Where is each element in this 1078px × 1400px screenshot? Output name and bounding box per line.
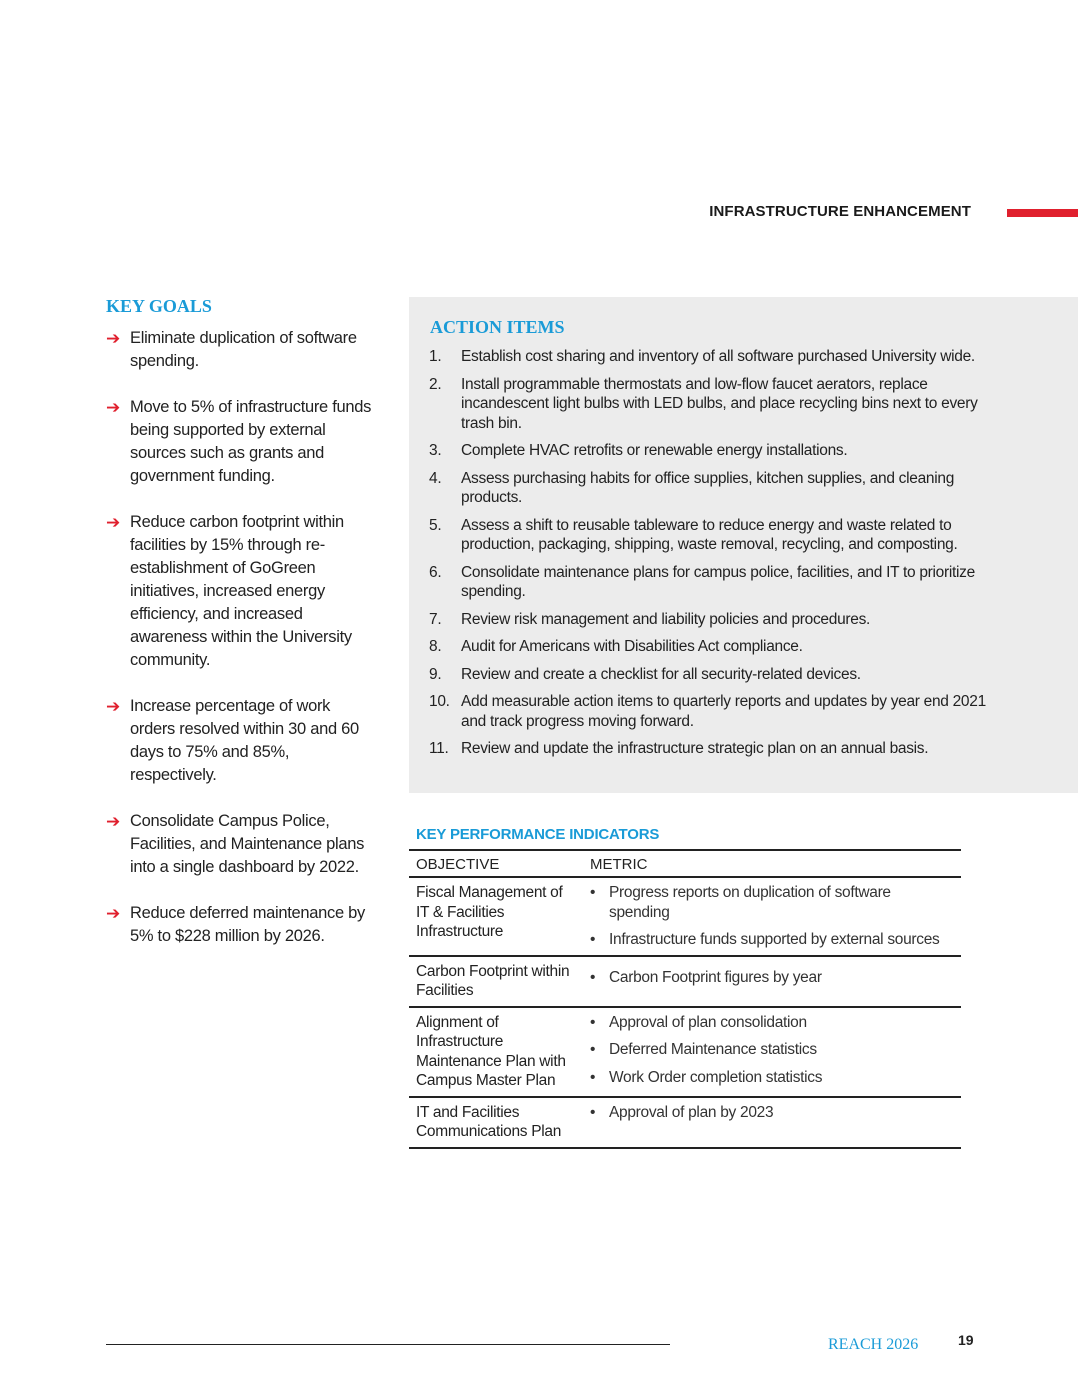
table-row [409, 956, 961, 1007]
action-item-number: 10. [429, 693, 450, 710]
metric-item [590, 1040, 954, 1060]
action-items-list [429, 347, 989, 767]
arrow-right-icon: ➔ [106, 697, 121, 716]
bullet-icon: • [590, 884, 596, 901]
table-row [409, 877, 961, 956]
arrow-right-icon: ➔ [106, 329, 121, 348]
action-item-number: 1. [429, 348, 442, 365]
goal-item [106, 902, 376, 948]
goal-item [106, 511, 376, 672]
action-item-text: Establish cost sharing and inventory of all software purchased University wide. [461, 348, 975, 365]
kpi-table [409, 849, 961, 1149]
action-items-panel [409, 297, 1078, 793]
action-item-number: 2. [429, 375, 442, 393]
goal-item [106, 396, 376, 488]
action-item-text: Complete HVAC retrofits or renewable energy installations. [461, 442, 848, 459]
action-item [429, 637, 989, 657]
metric-item [590, 1103, 954, 1123]
metric-item [590, 1068, 954, 1088]
action-item [429, 347, 989, 367]
column-header-metric: METRIC [583, 850, 961, 877]
metric-text: Carbon Footprint figures by year [609, 968, 822, 986]
bullet-icon: • [590, 1103, 596, 1121]
action-item [429, 739, 989, 759]
kpi-header-row [409, 850, 961, 877]
kpi-section [409, 826, 961, 1149]
action-item [429, 665, 989, 685]
action-item-number: 3. [429, 442, 442, 459]
metric-text: Infrastructure funds supported by external sources [609, 931, 940, 948]
action-item-number: 6. [429, 563, 442, 581]
goal-text: Move to 5% of infrastructure funds being supported by external sources such as grants and government funding. [130, 398, 372, 485]
action-item-number: 8. [429, 638, 442, 655]
arrow-right-icon: ➔ [106, 398, 121, 417]
action-item [429, 563, 989, 602]
metric-cell [583, 1097, 961, 1148]
action-items-title: ACTION ITEMS [430, 317, 565, 337]
footer-divider [106, 1344, 670, 1345]
objective-cell: IT and Facilities Communications Plan [409, 1097, 583, 1148]
action-item [429, 692, 989, 731]
kpi-title: KEY PERFORMANCE INDICATORS [416, 826, 660, 843]
action-item-number: 5. [429, 516, 442, 534]
action-item [429, 441, 989, 461]
page-number: 19 [958, 1332, 974, 1348]
goal-item [106, 810, 376, 879]
action-item-text: Consolidate maintenance plans for campus police, facilities, and IT to prioritize spending. [461, 563, 975, 600]
goal-text: Eliminate duplication of software spending. [130, 329, 357, 370]
metric-text: Deferred Maintenance statistics [609, 1041, 817, 1058]
arrow-right-icon: ➔ [106, 812, 121, 831]
action-item-number: 9. [429, 665, 442, 683]
action-item [429, 610, 989, 630]
section-title: INFRASTRUCTURE ENHANCEMENT [709, 203, 971, 220]
action-item-text: Install programmable thermostats and low-flow faucet aerators, replace incandescent light bulbs with LED bulbs, and place recycling bins next to every trash bin. [461, 375, 978, 432]
metric-cell [583, 877, 961, 956]
objective-cell: Fiscal Management of IT & Facilities Infrastructure [409, 877, 583, 956]
action-item [429, 375, 989, 434]
table-row [409, 1097, 961, 1148]
goal-item [106, 327, 376, 373]
metric-text: Approval of plan by 2023 [609, 1103, 774, 1121]
bullet-icon: • [590, 1041, 596, 1058]
metric-text: Progress reports on duplication of software spending [609, 884, 891, 921]
action-item-text: Review and update the infrastructure strategic plan on an annual basis. [461, 740, 929, 757]
goal-text: Reduce deferred maintenance by 5% to $228 million by 2026. [130, 904, 365, 945]
key-goals-title: KEY GOALS [106, 296, 212, 316]
bullet-icon: • [590, 931, 596, 948]
action-item-number: 7. [429, 610, 442, 628]
action-item-text: Assess purchasing habits for office supplies, kitchen supplies, and cleaning products. [461, 469, 955, 506]
objective-cell: Alignment of Infrastructure Maintenance Plan with Campus Master Plan [409, 1007, 583, 1097]
bullet-icon: • [590, 968, 596, 986]
goal-text: Reduce carbon footprint within facilities by 15% through re-establishment of GoGreen initiatives, increased energy efficiency, and increased awareness within the University community. [130, 513, 352, 669]
action-item-text: Audit for Americans with Disabilities Act compliance. [461, 638, 803, 655]
metric-cell [583, 1007, 961, 1097]
column-header-objective: OBJECTIVE [409, 850, 583, 877]
metric-cell [583, 956, 961, 1007]
goal-item [106, 695, 376, 787]
bullet-icon: • [590, 1013, 596, 1031]
action-item-text: Review and create a checklist for all security-related devices. [461, 665, 861, 683]
goal-text: Increase percentage of work orders resolved within 30 and 60 days to 75% and 85%, respectively. [130, 697, 359, 784]
action-item [429, 469, 989, 508]
arrow-right-icon: ➔ [106, 904, 121, 923]
action-item-text: Add measurable action items to quarterly reports and updates by year end 2021 and track progress moving forward. [461, 693, 986, 730]
action-item [429, 516, 989, 555]
action-item-text: Assess a shift to reusable tableware to reduce energy and waste related to production, packaging, shipping, waste removal, recycling, and composting. [461, 516, 958, 553]
bullet-icon: • [590, 1068, 596, 1086]
metric-item [590, 930, 954, 950]
metric-item [590, 883, 954, 922]
publication-title: REACH 2026 [828, 1336, 919, 1353]
key-goals-section [106, 296, 376, 971]
metric-text: Work Order completion statistics [609, 1068, 823, 1086]
metric-text: Approval of plan consolidation [609, 1013, 807, 1031]
metric-item [590, 1013, 954, 1033]
arrow-right-icon: ➔ [106, 513, 121, 532]
action-item-text: Review risk management and liability policies and procedures. [461, 610, 871, 628]
accent-bar [1007, 209, 1078, 217]
action-item-number: 11. [429, 740, 449, 757]
metric-item [590, 968, 954, 988]
objective-cell: Carbon Footprint within Facilities [409, 956, 583, 1007]
table-row [409, 1007, 961, 1097]
goal-text: Consolidate Campus Police, Facilities, and Maintenance plans into a single dashboard by 2022. [130, 812, 365, 876]
action-item-number: 4. [429, 469, 442, 487]
